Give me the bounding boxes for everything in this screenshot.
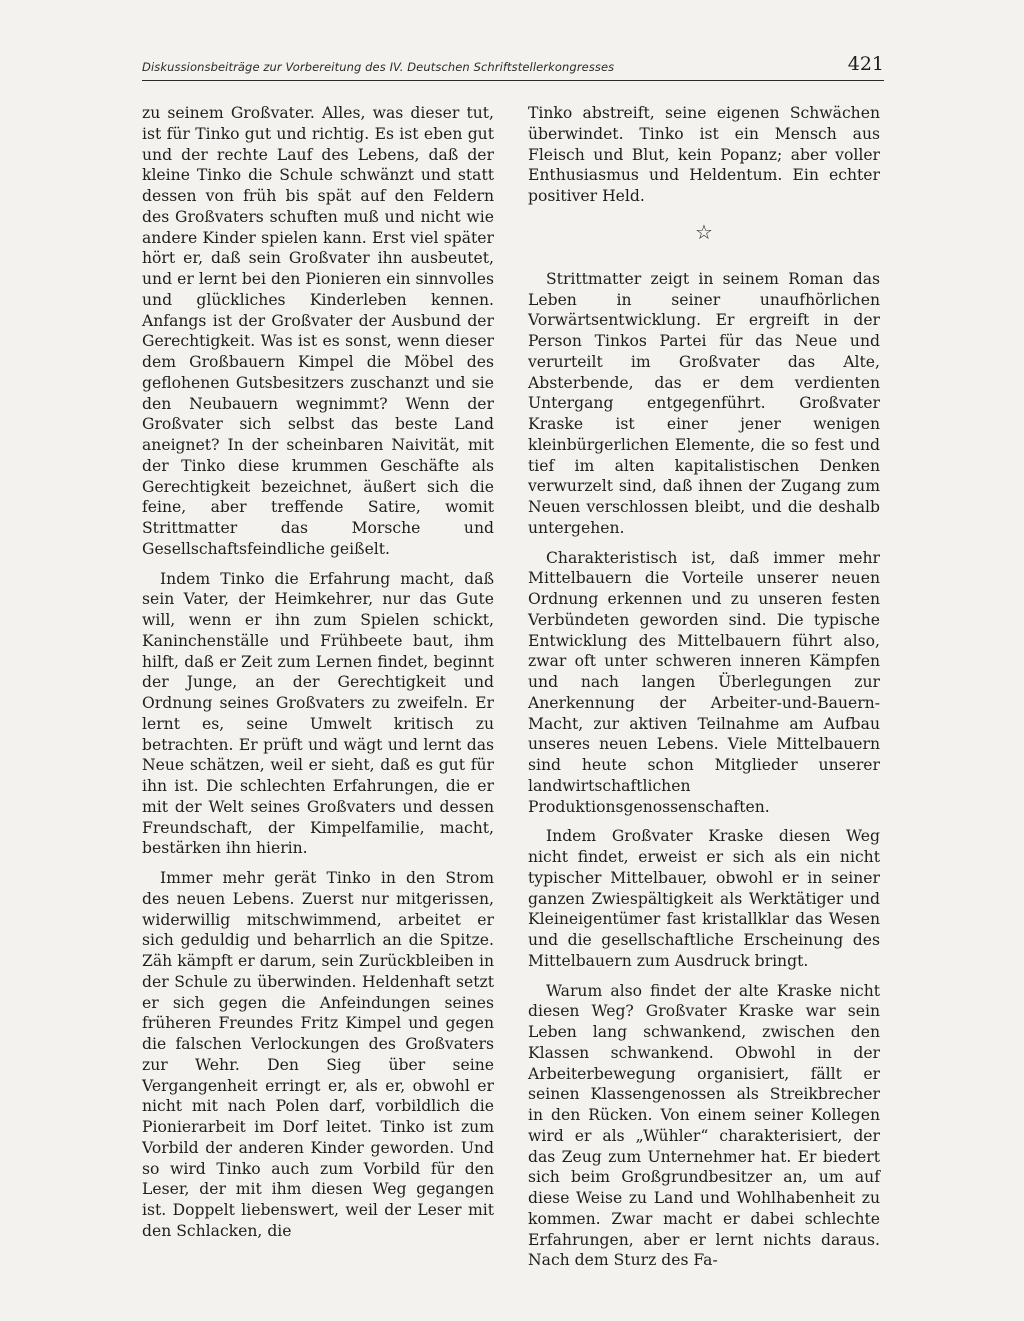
paragraph: Charakteristisch ist, daß immer mehr Mittelbauern die Vorteile unserer neuen Ordnung erkennen und zu unseren festen Verbündeten geworden sind. Die typische Entwicklung des Mittelbauern führt also, zwar oft unter schweren inneren Kämpfen und nach langen Überlegungen zur Anerkennung der Arbeiter-und-Bauern-Macht, zur aktiven Teilnahme am Aufbau unseres neuen Lebens. Viele Mittelbauern sind heute schon Mitglieder unserer landwirtschaftlichen Produktionsgenossenschaften.: [528, 548, 880, 816]
paragraph: Tinko abstreift, seine eigenen Schwächen überwindet. Tinko ist ein Mensch aus Fleisch und Blut, kein Popanz; aber voller Enthusiasmus und Heldentum. Ein echter positiver Held.: [528, 104, 880, 205]
section-divider-star: ☆: [695, 219, 713, 244]
paragraph: zu seinem Großvater. Alles, was dieser tut, ist für Tinko gut und richtig. Es ist eben gut und der rechte Lauf des Lebens, daß der kleine Tinko die Schule schwänzt und statt dessen von früh bis spät auf den Feldern des Großvaters schuften muß und nicht wie andere Kinder spielen kann. Erst viel später hört er, daß sein Großvater ihn ausbeutet, und er lernt bei den Pionieren ein sinnvolles und glückliches Kinderleben kennen. Anfangs ist der Großvater der Ausbund der Gerechtigkeit. Was ist es sonst, wenn dieser dem Großbauern Kimpel die Möbel des geflohenen Gutsbesitzers zuschanzt und sie den Neubauern wegnimmt? Wenn der Großvater sich selbst das beste Land aneignet? In der scheinbaren Naivität, mit der Tinko diese krummen Geschäfte als Gerechtigkeit bezeichnet, äußert sich die feine, aber treffende Satire, womit Strittmatter das Morsche und Gesellschaftsfeindliche geißelt.: [142, 104, 494, 558]
page-number: 421: [847, 53, 884, 75]
paragraph: Warum also findet der alte Kraske nicht diesen Weg? Großvater Kraske war sein Leben lang schwankend, zwischen den Klassen schwankend. Obwohl in der Arbeiterbewegung organisiert, fällt er seinen Klassengenossen als Streikbrecher in den Rücken. Von einem seiner Kollegen wird er als „Wühler“ charakterisiert, der das Zeug zum Unternehmer hat. Er biedert sich beim Großgrundbesitzer an, um auf diese Weise zu Land und Wohlhabenheit zu kommen. Zwar macht er dabei schlechte Erfahrungen, aber er lernt nichts daraus. Nach dem Sturz des Fa-: [528, 981, 880, 1270]
paragraph: Immer mehr gerät Tinko in den Strom des neuen Lebens. Zuerst nur mitgerissen, widerwillig mitschwimmend, arbeitet er sich geduldig und beharrlich an die Spitze. Zäh kämpft er darum, sein Zurückbleiben in der Schule zu überwinden. Heldenhaft setzt er sich gegen die Anfeindungen seines früheren Freundes Fritz Kimpel und gegen die falschen Verlockungen des Großvaters zur Wehr. Den Sieg über seine Vergangenheit erringt er, als er, obwohl er nicht mit nach Polen darf, vorbildlich die Pionierarbeit im Dorf leitet. Tinko ist zum Vorbild der anderen Kinder geworden. Und so wird Tinko auch zum Vorbild für den Leser, der mit ihm diesen Weg gegangen ist. Doppelt liebenswert, weil der Leser mit den Schlacken, die: [142, 869, 494, 1240]
right-column: [528, 103, 880, 1271]
paragraph: Indem Großvater Kraske diesen Weg nicht findet, erweist er sich als ein nicht typischer Mittelbauer, obwohl er in seiner ganzen Zwiespältigkeit als Werktätiger und Kleineigentümer fast kristallklar das Wesen und die gesellschaftliche Erscheinung des Mittelbauern zum Ausdruck bringt.: [528, 827, 880, 970]
page-header: [142, 53, 884, 81]
running-head: Diskussionsbeiträge zur Vorbereitung des IV. Deutschen Schriftstellerkongresses: [142, 60, 615, 74]
left-column: [142, 103, 494, 1242]
paragraph: Strittmatter zeigt in seinem Roman das Leben in seiner unaufhörlichen Vorwärtsentwicklung. Er ergreift in der Person Tinkos Partei für das Neue und verurteilt im Großvater das Alte, Absterbende, das er dem verdienten Untergang entgegenführt. Großvater Kraske ist einer jener wenigen kleinbürgerlichen Elemente, die so fest und tief im alten kapitalistischen Denken verwurzelt sind, daß ihnen der Zugang zum Neuen verschlossen bleibt, und die deshalb untergehen.: [528, 269, 880, 537]
paragraph: Indem Tinko die Erfahrung macht, daß sein Vater, der Heimkehrer, nur das Gute will, wenn er ihn zum Spielen schickt, Kaninchenställe und Frühbeete baut, ihm hilft, daß er Zeit zum Lernen findet, beginnt der Junge, an der Gerechtigkeit und Ordnung seines Großvaters zu zweifeln. Er lernt es, seine Umwelt kritisch zu betrachten. Er prüft und wägt und lernt das Neue schätzen, weil er sieht, daß es gut für ihn ist. Die schlechten Erfahrungen, die er mit der Welt seines Großvaters und dessen Freundschaft, der Kimpelfamilie, macht, bestärken ihn hierin.: [142, 569, 494, 858]
